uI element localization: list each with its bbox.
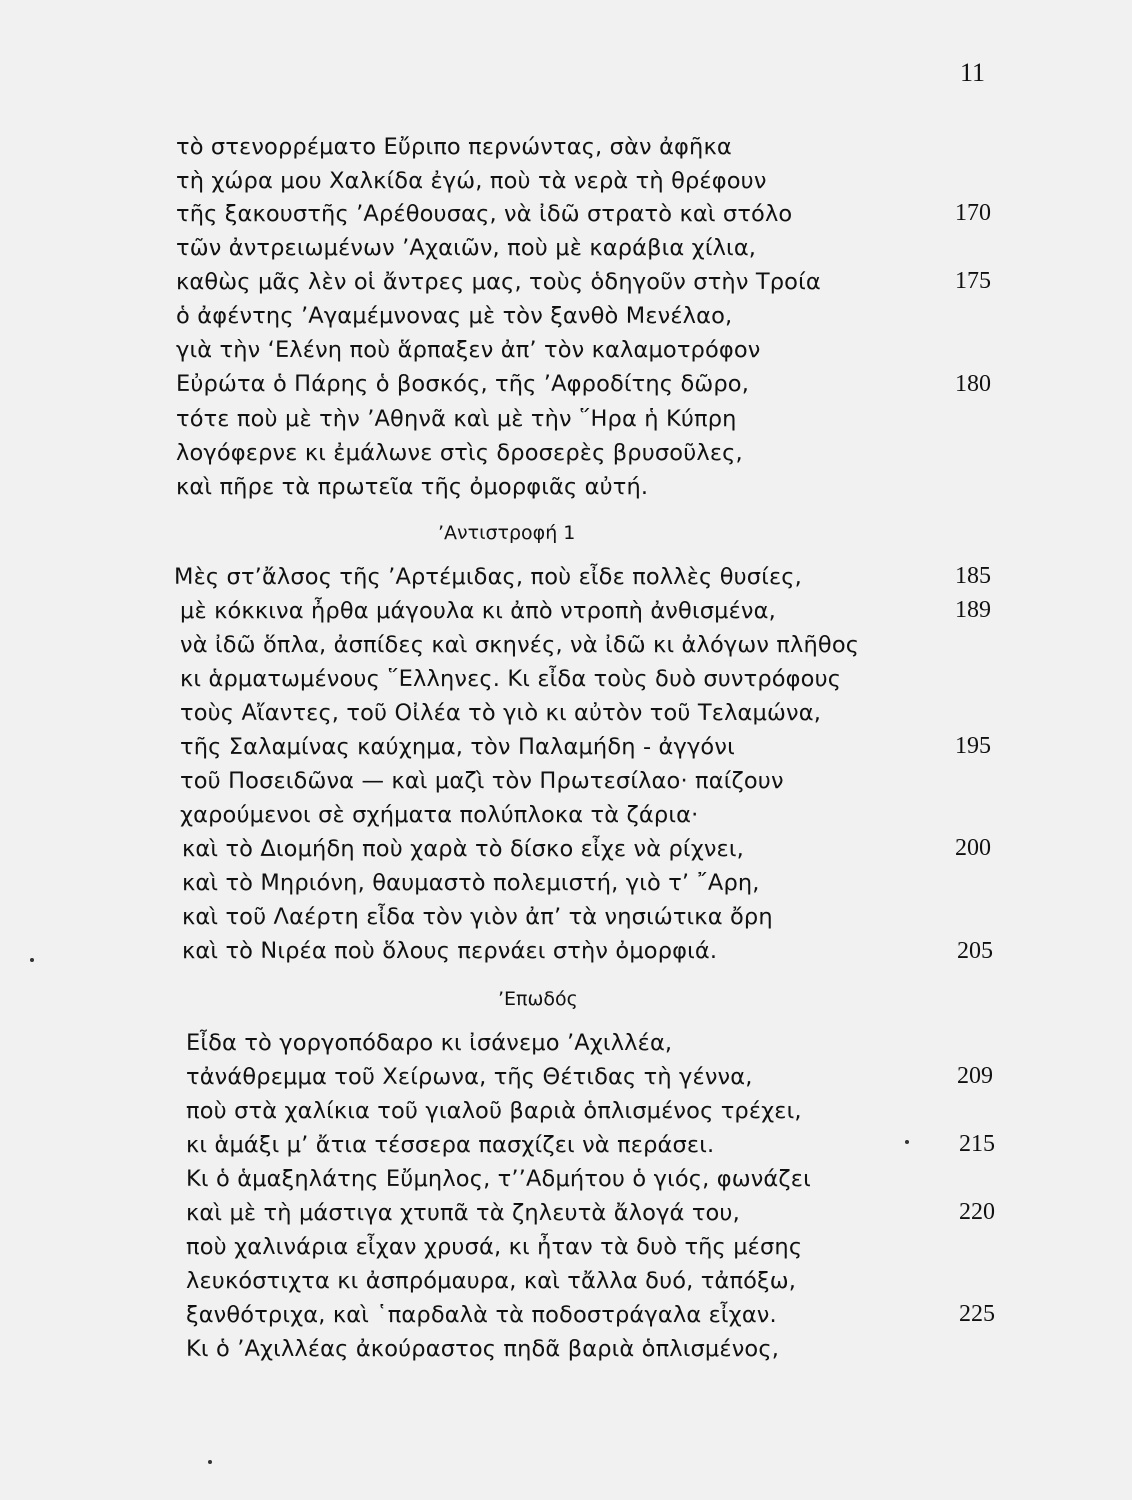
line-number: 189 [955, 597, 991, 623]
verse-line: τοὺς Αἴαντες, τοῦ Οἰλέα τὸ γιὸ κι αὐτὸν τοῦ Τελαμώνα, [180, 700, 821, 726]
verse-line: ποὺ χαλινάρια εἶχαν χρυσά, κι ἦταν τὰ δυὸ τῆς μέσης [186, 1234, 803, 1260]
section-heading-epode: ’Επωδός [498, 988, 578, 1010]
line-number: 195 [955, 733, 991, 759]
verse-line: λευκόστιχτα κι ἀσπρόμαυρα, καὶ τἄλλα δυό, τἀπόξω, [186, 1268, 797, 1294]
line-number: 180 [955, 371, 991, 397]
verse-line: ποὺ στὰ χαλίκια τοῦ γιαλοῦ βαριὰ ὁπλισμένος τρέχει, [186, 1098, 802, 1124]
verse-line: καὶ τὸ Μηριόνη, θαυμαστὸ πολεμιστή, γιὸ τ’ ῎Αρη, [182, 870, 760, 896]
verse-line: Κι ὁ ἁμαξηλάτης Εὔμηλος, τ’’Αδμήτου ὁ γιός, φωνάζει [186, 1166, 811, 1192]
scan-speck [30, 958, 34, 962]
line-number: 200 [955, 835, 991, 861]
verse-line: μὲ κόκκινα ἦρθα μάγουλα κι ἀπὸ ντροπὴ ἀνθισμένα, [180, 598, 776, 624]
verse-line: ὁ ἀφέντης ’Αγαμέμνονας μὲ τὸν ξανθὸ Μενέλαο, [176, 303, 733, 329]
line-number: 205 [957, 938, 993, 964]
page-number: 11 [960, 58, 986, 87]
verse-line: τῶν ἀντρειωμένων ’Αχαιῶν, ποὺ μὲ καράβια χίλια, [176, 235, 757, 261]
verse-line: καὶ τὸ Διομήδη ποὺ χαρὰ τὸ δίσκο εἶχε νὰ ρίχνει, [182, 836, 744, 862]
verse-line: τῆς Σαλαμίνας καύχημα, τὸν Παλαμήδη - ἀγγόνι [180, 734, 735, 760]
verse-line: καὶ μὲ τὴ μάστιγα χτυπᾶ τὰ ζηλευτὰ ἄλογά του, [186, 1200, 740, 1226]
verse-line: κι ἁρματωμένους ῞Ελληνες. Κι εἶδα τοὺς δυὸ συντρόφους [180, 666, 842, 692]
line-number: 170 [955, 200, 991, 226]
verse-line: καὶ τοῦ Λαέρτη εἶδα τὸν γιὸν ἀπ’ τὰ νησιώτικα ὄρη [182, 904, 773, 930]
verse-line: Μὲς στ’ἄλσος τῆς ’Αρτέμιδας, ποὺ εἶδε πολλὲς θυσίες, [174, 564, 802, 590]
verse-line: τἀνάθρεμμα τοῦ Χείρωνα, τῆς Θέτιδας τὴ γέννα, [186, 1064, 753, 1090]
verse-line: καθὼς μᾶς λὲν οἱ ἄντρες μας, τοὺς ὁδηγοῦν στὴν Τροία [176, 269, 821, 295]
verse-line: χαρούμενοι σὲ σχήματα πολύπλοκα τὰ ζάρια· [180, 802, 699, 828]
section-heading-antistrophe: ’Αντιστροφή 1 [438, 522, 576, 544]
verse-line: λογόφερνε κι ἐμάλωνε στὶς δροσερὲς βρυσοῦλες, [176, 440, 743, 466]
verse-line: κι ἁμάξι μ’ ἄτια τέσσερα πασχίζει νὰ περάσει. [186, 1132, 715, 1158]
scan-speck [208, 1460, 212, 1464]
verse-line: νὰ ἰδῶ ὅπλα, ἀσπίδες καὶ σκηνές, νὰ ἰδῶ κι ἀλόγων πλῆθος [180, 632, 860, 658]
verse-line: καὶ τὸ Νιρέα ποὺ ὅλους περνάει στὴν ὀμορφιά. [182, 938, 718, 964]
line-number: 215 [959, 1131, 995, 1157]
verse-line: ξανθότριχα, καὶ ῾παρδαλὰ τὰ ποδοστράγαλα εἶχαν. [186, 1302, 777, 1328]
line-number: 209 [957, 1063, 993, 1089]
line-number: 175 [955, 268, 991, 294]
line-number: 225 [959, 1301, 995, 1327]
verse-line: γιὰ τὴν ‘Ελένη ποὺ ἅρπαξεν ἀπ’ τὸν καλαμοτρόφον [176, 337, 761, 363]
verse-line: Εἶδα τὸ γοργοπόδαρο κι ἰσάνεμο ’Αχιλλέα, [186, 1030, 673, 1056]
verse-line: τότε ποὺ μὲ τὴν ’Αθηνᾶ καὶ μὲ τὴν ῞Ηρα ἡ Κύπρη [176, 406, 737, 432]
scan-speck [905, 1140, 909, 1144]
verse-line: τῆς ξακουστῆς ’Αρέθουσας, νὰ ἰδῶ στρατὸ καὶ στόλο [176, 201, 793, 227]
verse-line: Εὐρώτα ὁ Πάρης ὁ βοσκός, τῆς ’Αφροδίτης δῶρο, [176, 371, 749, 397]
verse-line: τὸ στενορρέματο Εὔριπο περνώντας, σὰν ἀφῆκα [176, 134, 732, 160]
verse-line: τὴ χώρα μου Χαλκίδα ἐγώ, ποὺ τὰ νερὰ τὴ θρέφουν [176, 168, 767, 194]
line-number: 220 [959, 1199, 995, 1225]
verse-line: τοῦ Ποσειδῶνα — καὶ μαζὶ τὸν Πρωτεσίλαο· παίζουν [180, 768, 784, 794]
verse-line: Κι ὁ ’Αχιλλέας ἀκούραστος πηδᾶ βαριὰ ὁπλισμένος, [186, 1336, 779, 1362]
line-number: 185 [955, 563, 991, 589]
verse-line: καὶ πῆρε τὰ πρωτεῖα τῆς ὀμορφιᾶς αὐτή. [176, 474, 649, 500]
